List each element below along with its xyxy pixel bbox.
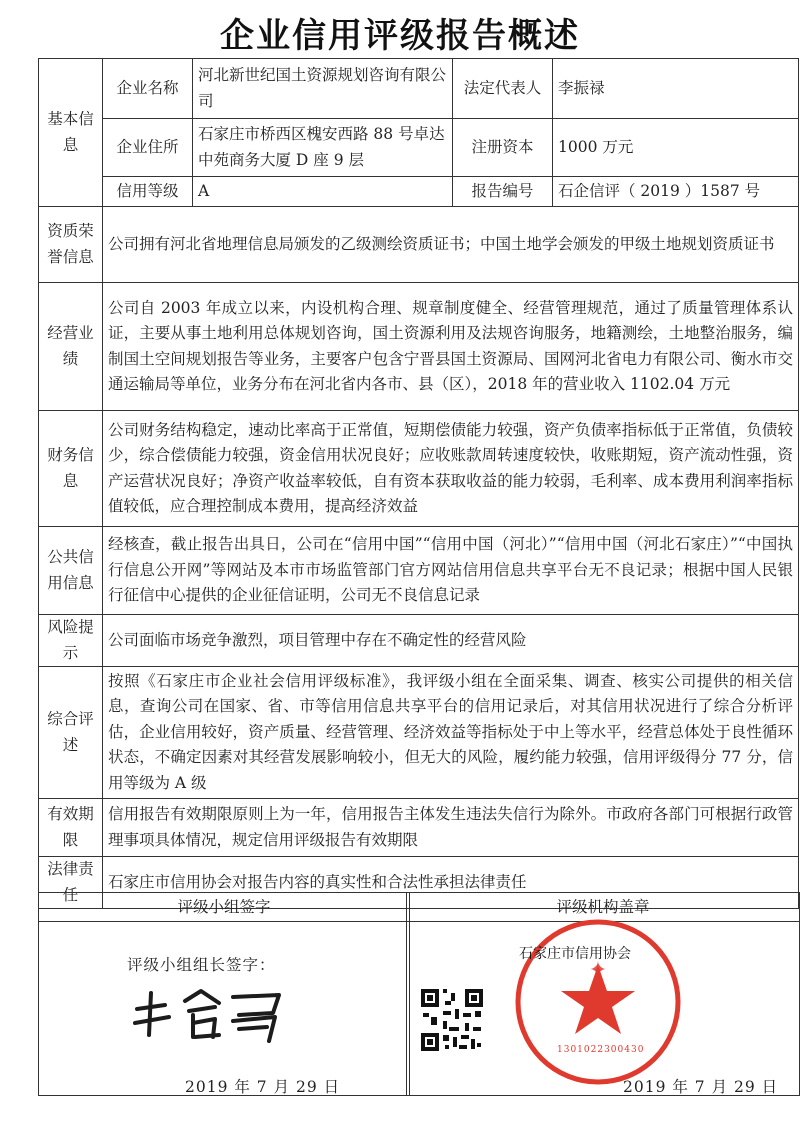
agency-stamp-box: [406, 892, 800, 1096]
section-label-qualification: 资质荣誉信息: [39, 207, 103, 283]
capital-label: 注册资本: [453, 119, 553, 177]
section-text-finance: 公司财务结构稳定，速动比率高于正常值，短期偿债能力较强，资产负债率指标低于正常值，负债较少，综合偿债能力较强，资金信用状况良好；应收账款周转速度较快，收账期短，资产流动性强，资产运营状况良好；净资产收益率较低，自有资本获取收益的能力较弱，毛利率、成本费用利润率指标值较低，应合理控制成本费用，提高经济效益: [103, 411, 799, 527]
section-text-performance: 公司自 2003 年成立以来，内设机构合理、规章制度健全、经营管理规范，通过了质量管理体系认证，主要从事土地利用总体规划咨询，国土资源利用及法规咨询服务，地籍测绘，土地整治服务，编制国土空间规划报告等业务，主要客户包含宁晋县国土资源局、国网河北省电力有限公司、衡水市交通运输局等单位，业务分布在河北省内各市、县（区），2018 年的营业收入 1102.04 万元: [103, 283, 799, 411]
address-label: 企业住所: [103, 119, 193, 177]
report-no-label: 报告编号: [453, 177, 553, 207]
seal-name-text: 石家庄市信用协会: [519, 946, 631, 962]
section-label-summary: 综合评述: [39, 667, 103, 799]
section-label-validity: 有效期限: [39, 799, 103, 857]
team-signature-box: [38, 892, 410, 1096]
section-label-finance: 财务信息: [39, 411, 103, 527]
qr-code-icon: [419, 987, 485, 1053]
section-text-qualification: 公司拥有河北省地理信息局颁发的乙级测绘资质证书；中国土地学会颁发的甲级土地规划资质证书: [103, 207, 799, 283]
handwritten-signature: [129, 987, 289, 1047]
seal-number-text: 1301022300430: [557, 1045, 645, 1055]
section-label-performance: 经营业绩: [39, 283, 103, 411]
company-name-label: 企业名称: [103, 59, 193, 119]
company-name-value: 河北新世纪国土资源规划咨询有限公司: [193, 59, 453, 119]
team-signature-header: 评级小组签字: [39, 893, 409, 922]
section-text-summary: 按照《石家庄市企业社会信用评级标准》，我评级小组在全面采集、调查、核实公司提供的相关信息，查询公司在国家、省、市等信用信息共享平台的信用记录后，对其信用状况进行了综合分析评估，企业信用较好，资产质量、经营管理、经济效益等指标处于中上等水平，经营总体处于良性循环状态，不确定因素对其经营发展影响较小，但无大的风险，履约能力较强，信用评级得分 77 分，信用等级为 A 级: [103, 667, 799, 799]
section-text-risk: 公司面临市场竞争激烈，项目管理中存在不确定性的经营风险: [103, 615, 799, 667]
report-table: [38, 58, 799, 909]
team-signature-date: 2019 年 7 月 29 日: [185, 1078, 341, 1096]
leader-signature-label: 评级小组组长签字：: [127, 956, 276, 974]
legal-rep-label: 法定代表人: [453, 59, 553, 119]
grade-label: 信用等级: [103, 177, 193, 207]
section-label-legal: 法律责任: [39, 857, 103, 909]
grade-value: A: [193, 177, 453, 207]
section-label-basic: 基本信息: [39, 59, 103, 207]
address-value: 石家庄市桥西区槐安西路 88 号卓达中苑商务大厦 D 座 9 层: [193, 119, 453, 177]
section-label-risk: 风险提示: [39, 615, 103, 667]
signature-area: [38, 892, 798, 1102]
capital-value: 1000 万元: [553, 119, 799, 177]
section-label-public-credit: 公共信用信息: [39, 527, 103, 615]
section-text-legal: 石家庄市信用协会对报告内容的真实性和合法性承担法律责任: [103, 857, 799, 909]
document-title: 企业信用评级报告概述: [220, 16, 580, 56]
agency-stamp-date: 2019 年 7 月 29 日: [623, 1078, 779, 1096]
section-text-validity: 信用报告有效期限原则上为一年，信用报告主体发生违法失信行为除外。市政府各部门可根据行政管理事项具体情况，规定信用评级报告有效期限: [103, 799, 799, 857]
section-text-public-credit: 经核查，截止报告出具日，公司在“信用中国”“信用中国（河北）”“信用中国（河北石家庄）”“中国执行信息公开网”等网站及本市市场监管部门官方网站信用信息共享平台无不良记录；根据中国人民银行征信中心提供的企业征信证明，公司无不良信息记录: [103, 527, 799, 615]
svg-text:✦: ✦: [588, 958, 608, 983]
report-no-value: 石企信评（ 2019 ）1587 号: [553, 177, 799, 207]
legal-rep-value: 李振禄: [553, 59, 799, 119]
agency-stamp-header: 评级机构盖章: [407, 893, 799, 922]
